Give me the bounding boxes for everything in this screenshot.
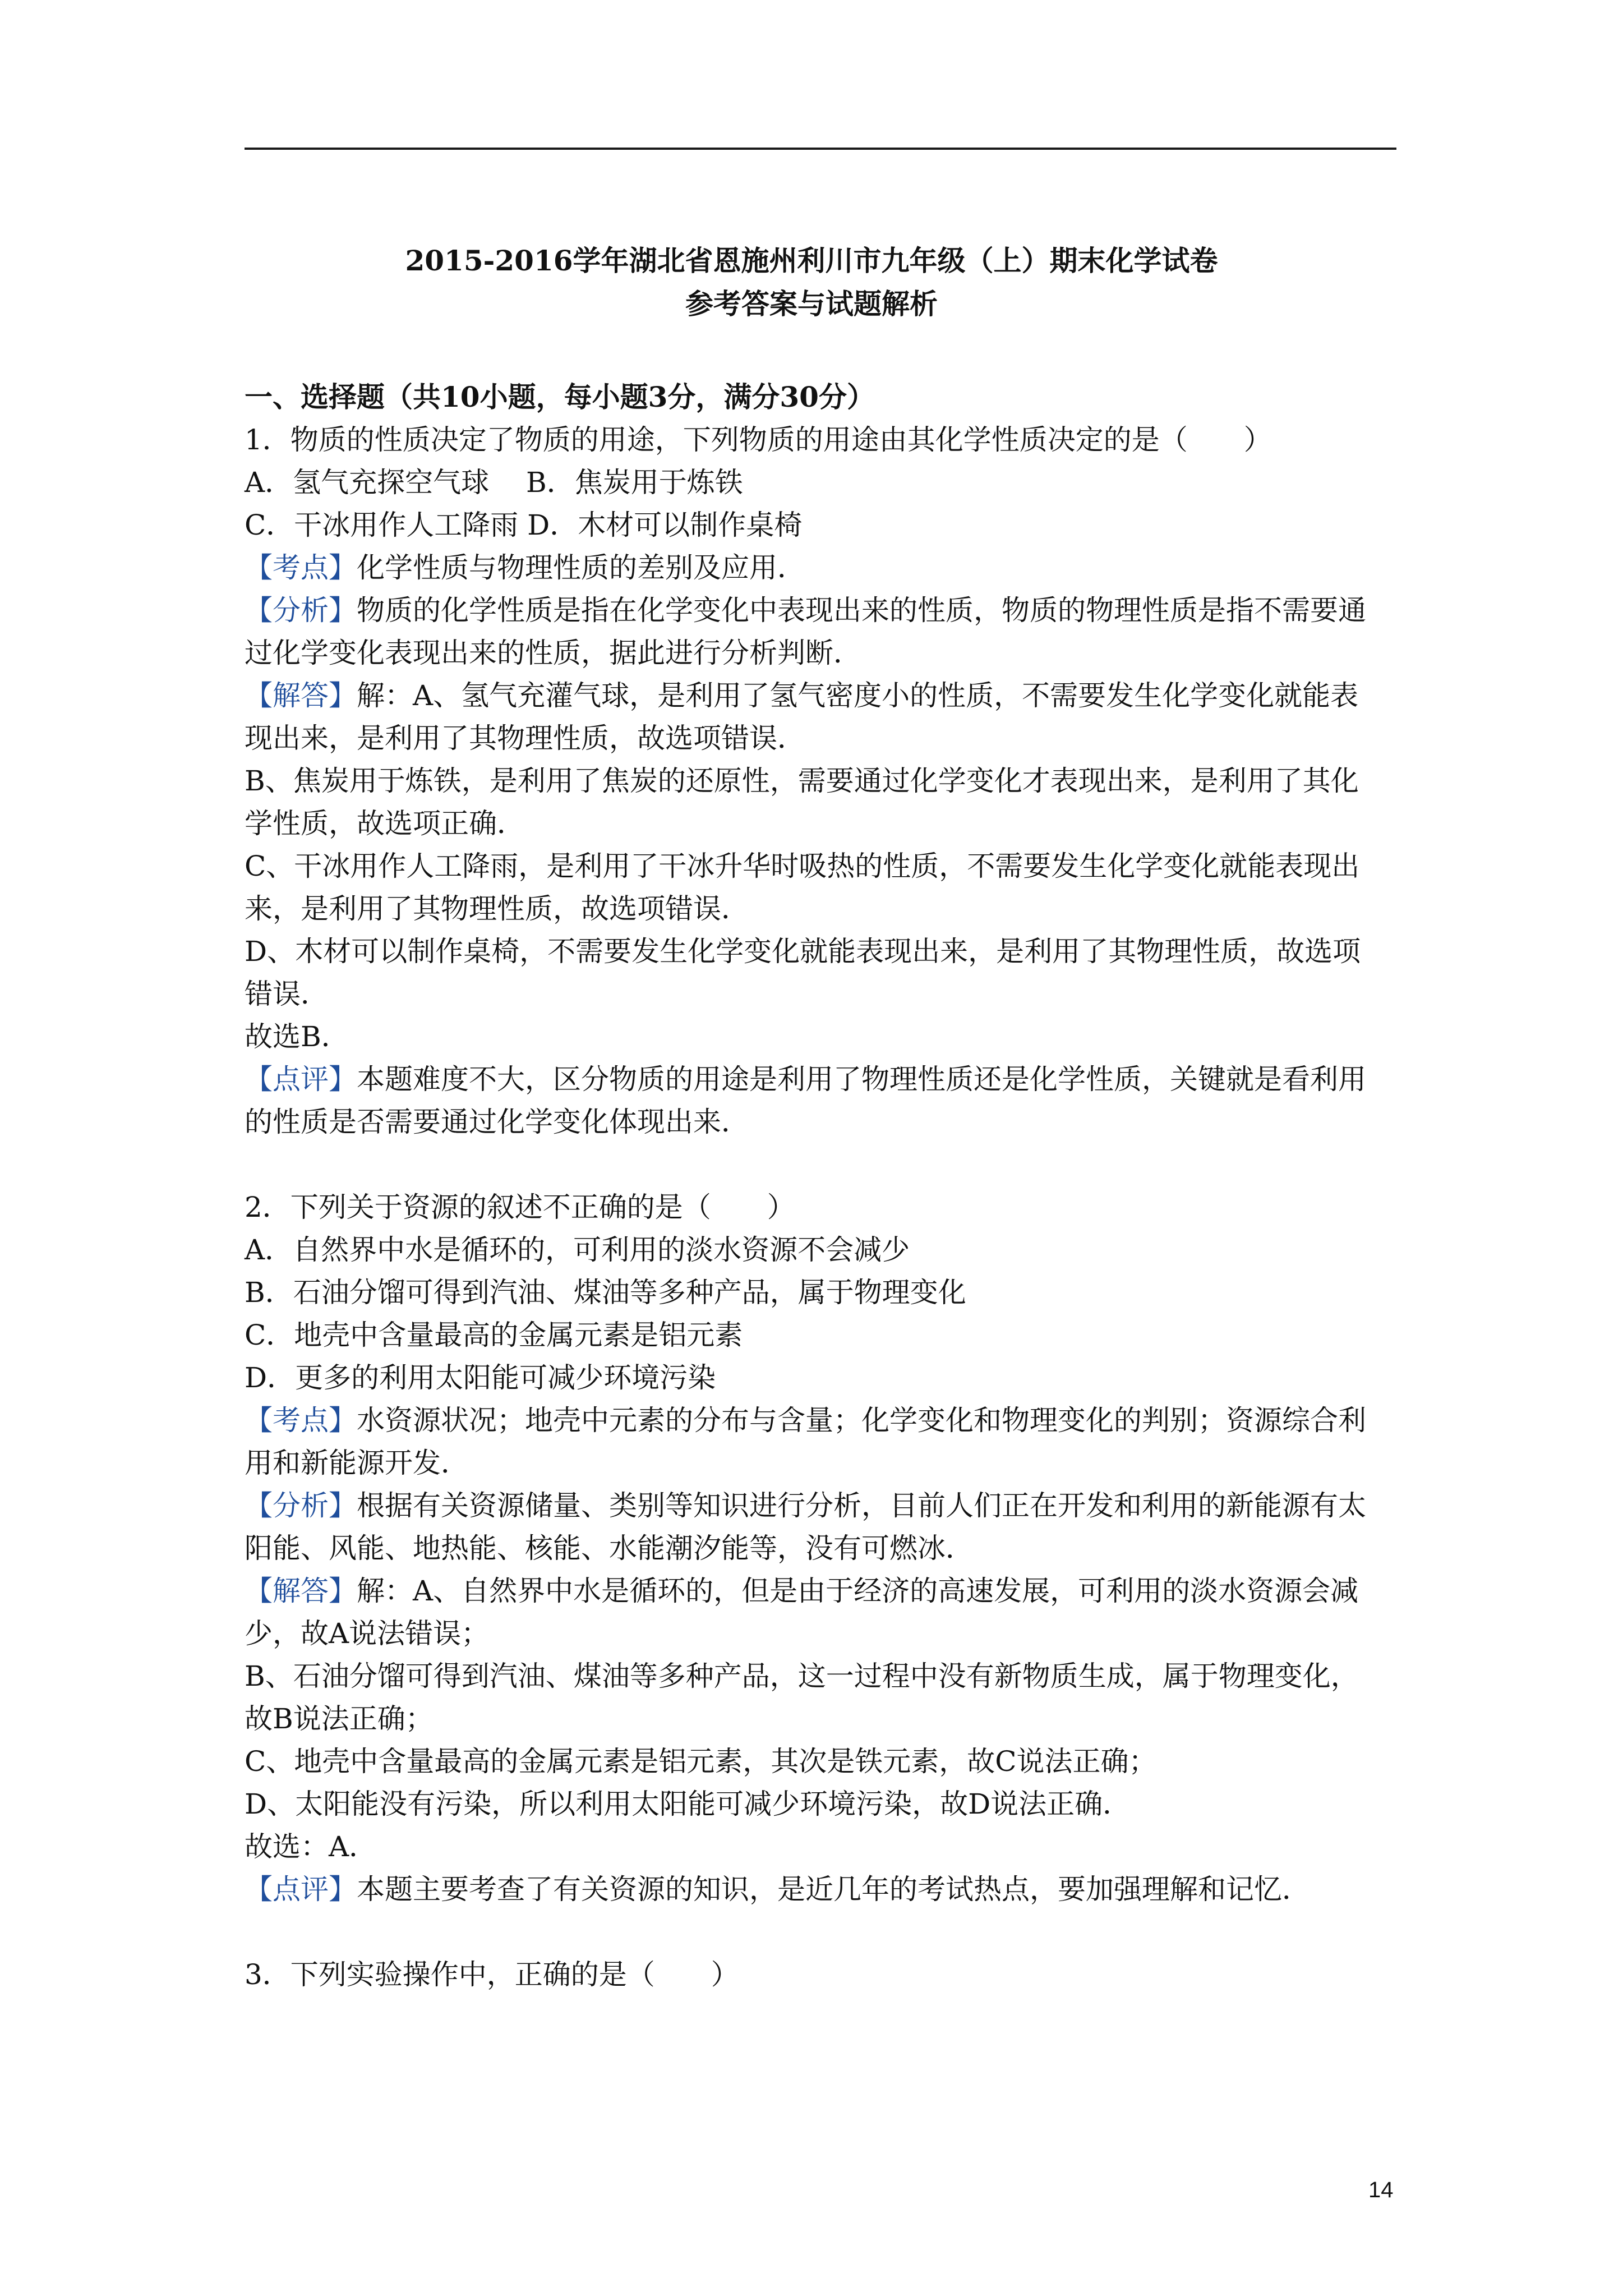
q1-options-ab: A．氢气充探空气球 B．焦炭用于炼铁 bbox=[245, 466, 743, 499]
q1-jieda-text-1: 解：A、氢气充灌气球，是利用了氢气密度小的性质，不需要发生化学变化就能表 bbox=[357, 679, 1359, 712]
q2-fenxi-text-2: 阳能、风能、地热能、核能、水能潮汐能等，没有可燃冰． bbox=[245, 1532, 974, 1565]
q2-answer: 故选：A． bbox=[245, 1830, 377, 1863]
document-body bbox=[245, 376, 1400, 1996]
section-heading: 一、选择题（共10小题，每小题3分，满分30分） bbox=[245, 380, 875, 413]
q1-dianping-text-1: 本题难度不大，区分物质的用途是利用了物理性质还是化学性质，关键就是看利用 bbox=[357, 1063, 1366, 1096]
dianping-label: 【点评】 bbox=[245, 1873, 357, 1906]
q2-dianping-text-1: 本题主要考查了有关资源的知识，是近几年的考试热点，要加强理解和记忆． bbox=[357, 1873, 1310, 1906]
q2-option-a: A．自然界中水是循环的，可利用的淡水资源不会减少 bbox=[245, 1234, 910, 1266]
q1-answer: 故选B． bbox=[245, 1020, 349, 1053]
jieda-label: 【解答】 bbox=[245, 1575, 357, 1607]
q2-jieda bbox=[245, 1570, 1400, 1612]
q1-jieda bbox=[245, 674, 1400, 717]
fenxi-label: 【分析】 bbox=[245, 1489, 357, 1522]
q1-b-line-1: B、焦炭用于炼铁，是利用了焦炭的还原性，需要通过化学变化才表现出来，是利用了其化 bbox=[245, 765, 1359, 797]
q1-d-line-1: D、木材可以制作桌椅，不需要发生化学变化就能表现出来，是利用了其物理性质，故选项 bbox=[245, 935, 1361, 968]
q2-kaodian-text-2: 用和新能源开发． bbox=[245, 1447, 469, 1479]
q2-kaodian-text-1: 水资源状况；地壳中元素的分布与含量；化学变化和物理变化的判别；资源综合利 bbox=[357, 1404, 1366, 1437]
q2-jieda-text-2: 少，故A说法错误； bbox=[245, 1617, 490, 1650]
q1-fenxi-text-1: 物质的化学性质是指在化学变化中表现出来的性质，物质的物理性质是指不需要通 bbox=[357, 594, 1366, 627]
kaodian-label: 【考点】 bbox=[245, 551, 357, 584]
spacer bbox=[245, 1911, 1400, 1953]
q1-c-line-2: 来，是利用了其物理性质，故选项错误． bbox=[245, 892, 749, 925]
q1-fenxi-text-2: 过化学变化表现出来的性质，据此进行分析判断． bbox=[245, 637, 861, 669]
spacer bbox=[245, 1143, 1400, 1186]
q2-fenxi bbox=[245, 1484, 1400, 1527]
q2-kaodian bbox=[245, 1399, 1400, 1442]
q2-b-line-1: B、石油分馏可得到汽油、煤油等多种产品，这一过程中没有新物质生成，属于物理变化， bbox=[245, 1660, 1359, 1692]
q2-stem: 2．下列关于资源的叙述不正确的是（ ） bbox=[245, 1191, 795, 1223]
fenxi-label: 【分析】 bbox=[245, 594, 357, 627]
q1-jieda-text-2: 现出来，是利用了其物理性质，故选项错误． bbox=[245, 722, 805, 754]
q2-jieda-text-1: 解：A、自然界中水是循环的，但是由于经济的高速发展，可利用的淡水资源会减 bbox=[357, 1575, 1359, 1607]
q2-d-line-1: D、太阳能没有污染，所以利用太阳能可减少环境污染，故D说法正确． bbox=[245, 1788, 1131, 1820]
q1-stem: 1．物质的性质决定了物质的用途，下列物质的用途由其化学性质决定的是（ ） bbox=[245, 424, 1272, 456]
q2-dianping bbox=[245, 1868, 1400, 1911]
jieda-label: 【解答】 bbox=[245, 679, 357, 712]
q2-option-c: C．地壳中含量最高的金属元素是铝元素 bbox=[245, 1319, 743, 1351]
q1-d-line-2: 错误． bbox=[245, 978, 329, 1010]
q1-kaodian-text: 化学性质与物理性质的差别及应用． bbox=[357, 551, 805, 584]
q2-fenxi-text-1: 根据有关资源储量、类别等知识进行分析，目前人们正在开发和利用的新能源有太 bbox=[357, 1489, 1366, 1522]
q1-dianping bbox=[245, 1058, 1400, 1101]
header-rule bbox=[245, 148, 1396, 150]
q1-dianping-text-2: 的性质是否需要通过化学变化体现出来． bbox=[245, 1106, 749, 1138]
q2-b-line-2: 故B说法正确； bbox=[245, 1703, 434, 1735]
q1-fenxi bbox=[245, 589, 1400, 632]
q2-option-d: D．更多的利用太阳能可减少环境污染 bbox=[245, 1361, 716, 1394]
q1-options-cd: C．干冰用作人工降雨 D．木材可以制作桌椅 bbox=[245, 509, 803, 541]
document-subtitle: 参考答案与试题解析 bbox=[685, 287, 938, 320]
q1-c-line-1: C、干冰用作人工降雨，是利用了干冰升华时吸热的性质，不需要发生化学变化就能表现出 bbox=[245, 850, 1360, 882]
q1-kaodian bbox=[245, 546, 1400, 589]
q3-stem: 3．下列实验操作中，正确的是（ ） bbox=[245, 1958, 739, 1991]
q1-b-line-2: 学性质，故选项正确． bbox=[245, 807, 525, 840]
page-number: 14 bbox=[1368, 2178, 1394, 2202]
document-title: 2015-2016学年湖北省恩施州利川市九年级（上）期末化学试卷 bbox=[405, 244, 1218, 277]
dianping-label: 【点评】 bbox=[245, 1063, 357, 1096]
kaodian-label: 【考点】 bbox=[245, 1404, 357, 1437]
q2-c-line-1: C、地壳中含量最高的金属元素是铝元素，其次是铁元素，故C说法正确； bbox=[245, 1745, 1157, 1778]
q2-option-b: B．石油分馏可得到汽油、煤油等多种产品，属于物理变化 bbox=[245, 1276, 966, 1309]
